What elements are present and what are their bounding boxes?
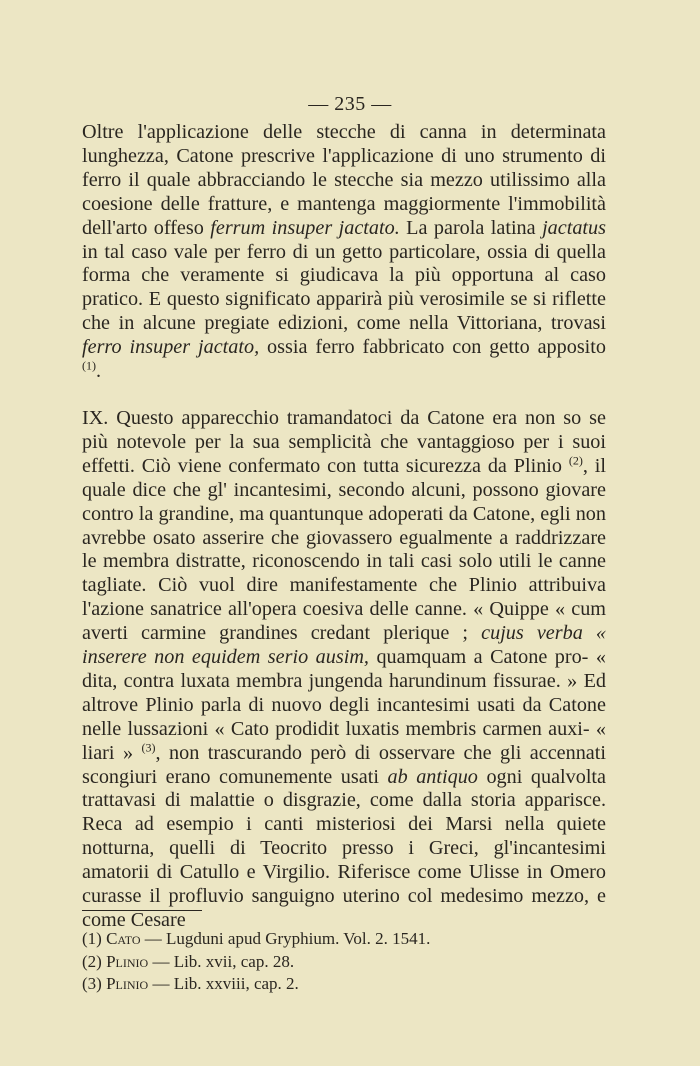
para1-text-1: Oltre l'applicazione delle stecche di canna in determinata lunghezza, Catone prescrive l'applicazione di uno strumento di ferro il quale abbracciando le stecche sia mezzo utilissimo alla coesione delle fratture, e mantenga maggiormente l'immobilità dell'arto offeso [82,121,606,239]
para2-text-2: , il quale dice che gl' incantesimi, secondo alcuni, possono giovare contro la grandine, ma quantunque adoperati da Catone, egli non avrebbe osato asserire che giovassero egualmente a raddrizzare le membra distratte, riconoscendo in tali casi solo utili le canne tagliate. Ciò vuol dire manifestamente che Plinio attribuiva l'azione sanatrice all'opera coesiva delle canne. « Quippe « cum averti carmine grandines credant plerique ; [82,454,606,645]
paragraph-1 [82,121,606,384]
para2-text-1: IX. Questo apparecchio tramandatoci da Catone era non so se più notevole per la sua semplicità che vantaggioso per i suoi effetti. Ciò viene confermato con tutta sicurezza da Plinio [82,406,606,477]
para1-italic-3: ferro insuper jactato, [82,336,260,359]
para1-text-2: La parola latina [399,216,543,239]
para1-text-3: in tal caso vale per ferro di un getto particolare, ossia di quella forma che veramente si giudicava la più opportuna al caso pratico. E questo significato apparirà più verosimile se si riflette che in alcune pregiate edizioni, come nella Vittoriana, trovasi [82,240,606,335]
body-text [82,121,606,933]
footnote-number: (1) [82,929,102,948]
para2-italic-1: cujus verba « inserere non equidem serio ausim, [82,622,606,669]
paragraph-2 [82,407,606,933]
footnote-1 [82,928,602,951]
footnote-text: — Lugduni apud Gryphium. Vol. 2. 1541. [140,929,431,948]
para1-italic-1: ferrum insuper jactato. [210,216,400,239]
footnote-ref-2: (2) [568,453,583,468]
footnote-author: Plinio [106,951,149,971]
footnote-ref-1: (1) [82,358,96,373]
footnote-number: (3) [82,974,102,993]
footnotes [82,928,602,996]
para2-italic-2: ab antiquo [387,765,478,788]
para1-italic-2: jactatus [542,216,606,239]
para2-text-5: ogni qualvolta trattavasi di malattie o disgrazie, come dalla storia apparisce. Reca ad esempio i canti misteriosi dei Marsi nella quiete notturna, quelli di Teocrito presso i Greci, gl'incantesimi amatorii di Catullo e Virgilio. Riferisce come Ulisse in Omero curasse il profluvio sanguigno uterino col medesimo mezzo, e come Cesare [82,765,606,931]
footnote-author: Cato [106,929,141,948]
footnote-ref-3: (3) [141,739,156,754]
footnote-text: — Lib. xxviii, cap. 2. [148,974,299,993]
page-number: — 235 — [308,93,392,115]
footnote-2 [82,951,602,974]
footnote-divider [82,910,202,911]
para1-text-4: ossia ferro fabbricato con getto apposito [259,336,606,359]
footnote-author: Plinio [106,974,149,993]
footnote-text: — Lib. xvii, cap. 28. [148,951,295,971]
para2-text-4: , non trascurando però di osservare che gli accennati scongiuri erano comunemente usati [82,741,606,788]
footnote-3 [82,973,602,996]
para2-text-3: quamquam a Catone pro- « dita, contra luxata membra jungenda harundinum fissurae. » Ed altrove Plinio parla di nuovo degli incantesimi usati da Catone nelle lussazioni « Cato prodidit luxatis membris carmen auxi- « liari » [82,646,606,764]
footnote-number: (2) [82,951,102,971]
para1-text-5: . [96,360,102,383]
